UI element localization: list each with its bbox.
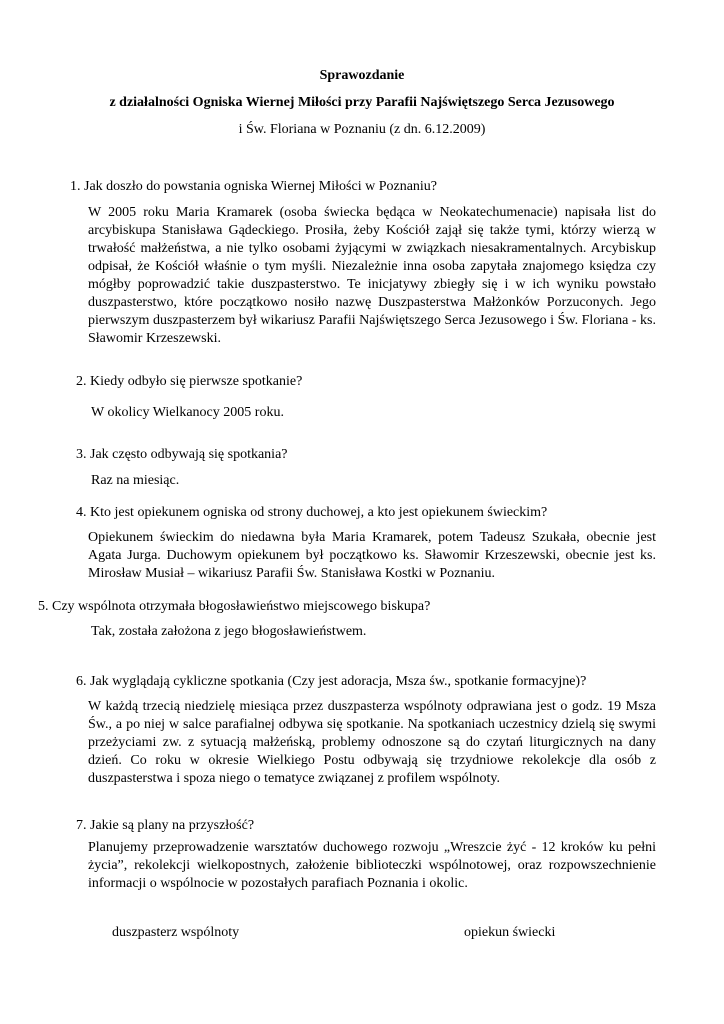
report-title: Sprawozdanie bbox=[319, 68, 405, 83]
question-5: 5. Czy wspólnota otrzymała błogosławieństwo miejscowego biskupa? bbox=[38, 599, 431, 614]
report-subtitle-date: i Św. Floriana w Poznaniu (z dn. 6.12.2009) bbox=[238, 122, 486, 137]
report-subtitle: z działalności Ogniska Wiernej Miłości przy Parafii Najświętszego Serca Jezusowego bbox=[109, 95, 615, 110]
question-6: 6. Jak wyglądają cykliczne spotkania (Czy jest adoracja, Msza św., spotkanie formacyjne)? bbox=[76, 674, 587, 689]
question-3: 3. Jak często odbywają się spotkania? bbox=[76, 447, 288, 462]
answer-1: W 2005 roku Maria Kramarek (osoba świecka będąca w Neokatechumenacie) napisała list do arcybiskupa Stanisława Gądeckiego. Prosiła, żeby Kościół zajął się także tymi, którzy wierzą w trwałość małżeństwa, a nie tylko osobami żyjącymi w związkach niesakramentalnych. Arcybiskup odpisał, że Kościół właśnie o tym myśli. Niezależnie inna osoba zapytała znajomego księdza czy mógłby poprowadzić takie duszpasterstwo. Te inicjatywy zbiegły się i w ich wyniku powstało duszpasterstwo, które początkowo nosiło nazwę Duszpasterstwa Małżonków Porzuconych. Jego pierwszym duszpasterzem był wikariusz Parafii Najświętszego Serca Jezusowego i Św. Floriana - ks. Sławomir Krzeszewski. bbox=[88, 205, 656, 346]
signature-pastor: duszpasterz wspólnoty bbox=[112, 925, 240, 940]
answer-3: Raz na miesiąc. bbox=[91, 473, 180, 488]
answer-6: W każdą trzecią niedzielę miesiąca przez duszpasterza wspólnoty odprawiana jest o godz. 19 Msza Św., a po niej w salce parafialnej odbywa się spotkanie. Na spotkaniach uczestnicy dzielą się swymi przeżyciami zw. z sytuacją małżeńską, problemy odnoszone są do czytań liturgicznych na dany dzień. Co roku w okresie Wielkiego Postu odbywają się trzydniowe rekolekcje dla osób z duszpasterstwa i spoza niego o tematyce związanej z profilem wspólnoty. bbox=[88, 699, 656, 786]
question-7: 7. Jakie są plany na przyszłość? bbox=[76, 818, 255, 833]
answer-5: Tak, została założona z jego błogosławieństwem. bbox=[91, 624, 367, 639]
signature-lay-guardian: opiekun świecki bbox=[464, 925, 556, 940]
question-1: 1. Jak doszło do powstania ogniska Wiernej Miłości w Poznaniu? bbox=[70, 179, 438, 194]
question-4: 4. Kto jest opiekunem ogniska od strony duchowej, a kto jest opiekunem świeckim? bbox=[76, 505, 548, 520]
question-2: 2. Kiedy odbyło się pierwsze spotkanie? bbox=[76, 374, 303, 389]
answer-4: Opiekunem świeckim do niedawna była Maria Kramarek, potem Tadeusz Szukała, obecnie jest Agata Jurga. Duchowym opiekunem był początkowo ks. Sławomir Krzeszewski, obecnie jest ks. Mirosław Musiał – wikariusz Parafii Św. Stanisława Kostki w Poznaniu. bbox=[88, 530, 656, 581]
answer-2: W okolicy Wielkanocy 2005 roku. bbox=[91, 405, 284, 420]
answer-7: Planujemy przeprowadzenie warsztatów duchowego rozwoju „Wreszcie żyć - 12 kroków ku pełni życia”, rekolekcji wielkopostnych, założenie biblioteczki wspólnotowej, oraz rozpowszechnienie informacji o wspólnocie w pozostałych parafiach Poznania i okolic. bbox=[88, 840, 656, 891]
